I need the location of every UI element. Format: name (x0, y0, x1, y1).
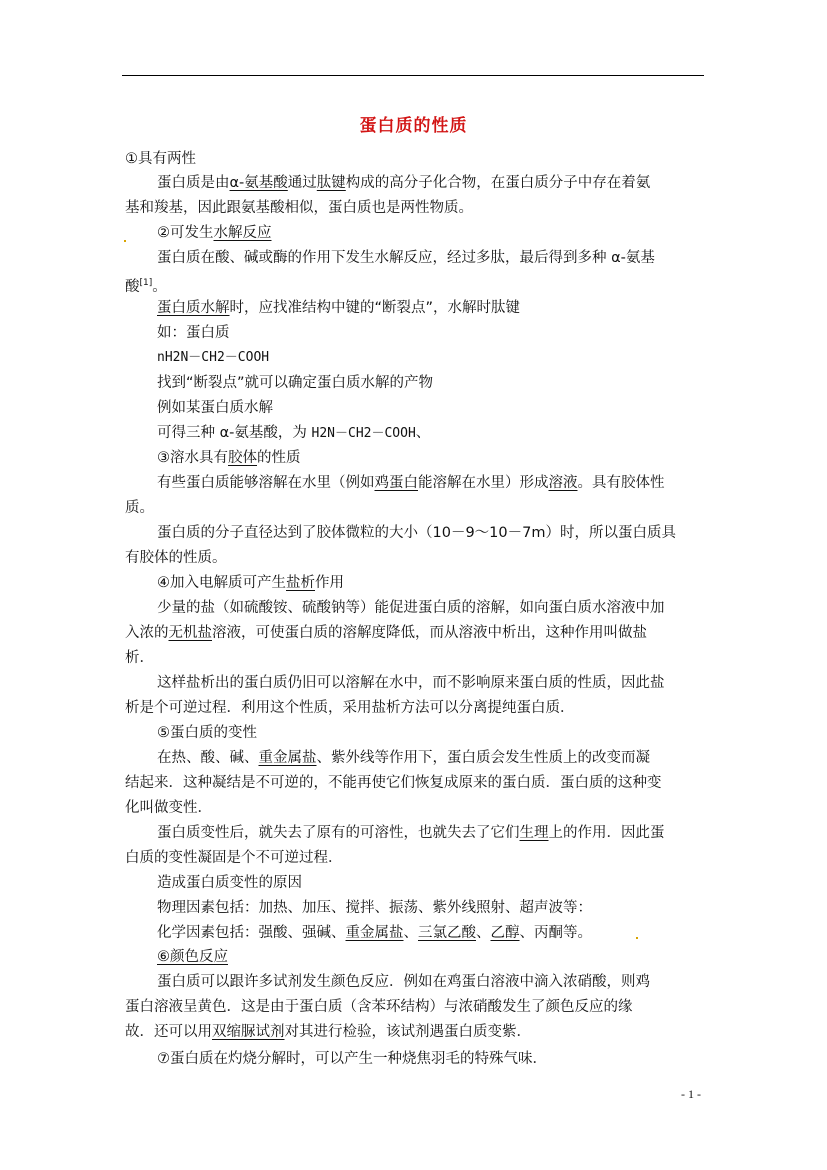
section-heading-color-reaction (157, 947, 228, 967)
paragraph-line: 析． (125, 650, 154, 666)
paragraph-line: 蛋白质变性后，就失去了原有的可溶性，也就失去了它们生理上的作用．因此蛋 (157, 825, 665, 841)
section-heading-amphoteric: ①具有两性 (125, 151, 196, 167)
link-heavy-metal-salt-2[interactable]: 重金属盐 (345, 925, 404, 941)
link-peptide-bond[interactable]: 肽键 (316, 175, 346, 191)
paragraph-line: 故．还可以用双缩脲试剂对其进行检验，该试剂遇蛋白质变紫． (125, 1024, 531, 1040)
link-colloid[interactable]: 胶体 (228, 450, 257, 466)
link-color-reaction[interactable]: ⑥颜色反应 (157, 949, 228, 965)
paragraph-line: 造成蛋白质变性的原因 (157, 875, 302, 891)
paragraph-line: 找到“断裂点”就可以确定蛋白质水解的产物 (157, 375, 434, 391)
paragraph-line: 结起来．这种凝结是不可逆的，不能再使它们恢复成原来的蛋白质．蛋白质的这种变 (125, 775, 662, 791)
paragraph-line: 入浓的无机盐溶液，可使蛋白质的溶解度降低，而从溶液中析出，这种作用叫做盐 (125, 625, 647, 641)
paragraph-line: 有胶体的性质。 (125, 550, 227, 566)
paragraph-line: 基和羧基，因此跟氨基酸相似，蛋白质也是两性物质。 (125, 200, 473, 216)
paragraph-line: 如：蛋白质 (157, 325, 230, 341)
link-physiology[interactable]: 生理 (519, 825, 549, 841)
paragraph-line: ⑦蛋白质在灼烧分解时，可以产生一种烧焦羽毛的特殊气味． (157, 1051, 547, 1067)
section-heading-denaturation: ⑤蛋白质的变性 (157, 725, 257, 741)
link-salting-out[interactable]: 盐析 (286, 575, 315, 591)
section-heading-hydrolysis: ②可发生水解反应 (157, 225, 272, 241)
link-solution[interactable]: 溶液 (548, 475, 578, 491)
paragraph-line: 蛋白溶液呈黄色．这是由于蛋白质（含苯环结构）与浓硝酸发生了颜色反应的缘 (125, 999, 633, 1015)
mark-dot (124, 240, 126, 242)
paragraph-line: 少量的盐（如硫酸铵、硫酸钠等）能促进蛋白质的溶解，如向蛋白质水溶液中加 (157, 600, 665, 616)
paragraph-line: 酸[1]。 (125, 278, 167, 295)
document-title: 蛋白质的性质 (359, 116, 468, 136)
link-trichloroacetic-acid[interactable]: 三氯乙酸 (418, 925, 476, 941)
link-ethanol[interactable]: 乙醇 (490, 925, 520, 941)
page-number: - 1 - (681, 1087, 701, 1101)
paragraph-line: 在热、酸、碱、重金属盐、紫外线等作用下，蛋白质会发生性质上的改变而凝 (157, 750, 650, 766)
paragraph-line: 蛋白质水解时，应找准结构中键的“断裂点”，水解时肽键 (157, 300, 521, 316)
paragraph-line: 质。 (125, 500, 154, 516)
paragraph-line: 蛋白质是由α-氨基酸通过肽键构成的高分子化合物，在蛋白质分子中存在着氨 (157, 175, 651, 191)
mark-dot (636, 937, 638, 939)
paragraph-line: 有些蛋白质能够溶解在水里（例如鸡蛋白能溶解在水里）形成溶液。具有胶体性 (157, 475, 665, 491)
paragraph-line: 蛋白质可以跟许多试剂发生颜色反应．例如在鸡蛋白溶液中滴入浓硝酸，则鸡 (157, 974, 650, 990)
paragraph-line: 物理因素包括：加热、加压、搅拌、振荡、紫外线照射、超声波等： (157, 900, 592, 916)
paragraph-line: 蛋白质在酸、碱或酶的作用下发生水解反应，经过多肽，最后得到多种 α-氨基 (157, 250, 655, 266)
section-heading-colloid: ③溶水具有胶体的性质 (157, 450, 301, 466)
link-egg-white[interactable]: 鸡蛋白 (374, 475, 418, 491)
header-rule (122, 75, 704, 76)
footnote-ref[interactable]: [1] (139, 278, 153, 288)
link-inorganic-salt[interactable]: 无机盐 (168, 625, 212, 641)
paragraph-line: 这样盐析出的蛋白质仍旧可以溶解在水中，而不影响原来蛋白质的性质，因此盐 (157, 675, 665, 691)
link-heavy-metal-salt[interactable]: 重金属盐 (258, 750, 317, 766)
link-hydrolysis[interactable]: 水解反应 (213, 225, 272, 241)
paragraph-line: 白质的变性凝固是个不可逆过程． (125, 850, 343, 866)
paragraph-line: 蛋白质的分子直径达到了胶体微粒的大小（10－9～10－7m）时，所以蛋白质具 (157, 525, 676, 541)
link-amino-acid[interactable]: α-氨基酸 (229, 175, 288, 191)
paragraph-line: 化叫做变性． (125, 800, 212, 816)
section-heading-salting-out: ④加入电解质可产生盐析作用 (157, 575, 344, 591)
paragraph-line: 例如某蛋白质水解 (157, 400, 273, 416)
paragraph-line: 可得三种 α-氨基酸，为 H2N－CH2－COOH、 (157, 425, 431, 441)
paragraph-line: 析是个可逆过程．利用这个性质，采用盐析方法可以分离提纯蛋白质． (125, 700, 575, 716)
paragraph-line: 化学因素包括：强酸、强碱、重金属盐、三氯乙酸、乙醇、丙酮等。 (157, 925, 592, 941)
link-protein-hydrolysis[interactable]: 蛋白质水解 (157, 300, 230, 316)
link-biuret-reagent[interactable]: 双缩脲试剂 (212, 1024, 285, 1040)
formula-line: nH2N－CH2－COOH (157, 350, 270, 365)
